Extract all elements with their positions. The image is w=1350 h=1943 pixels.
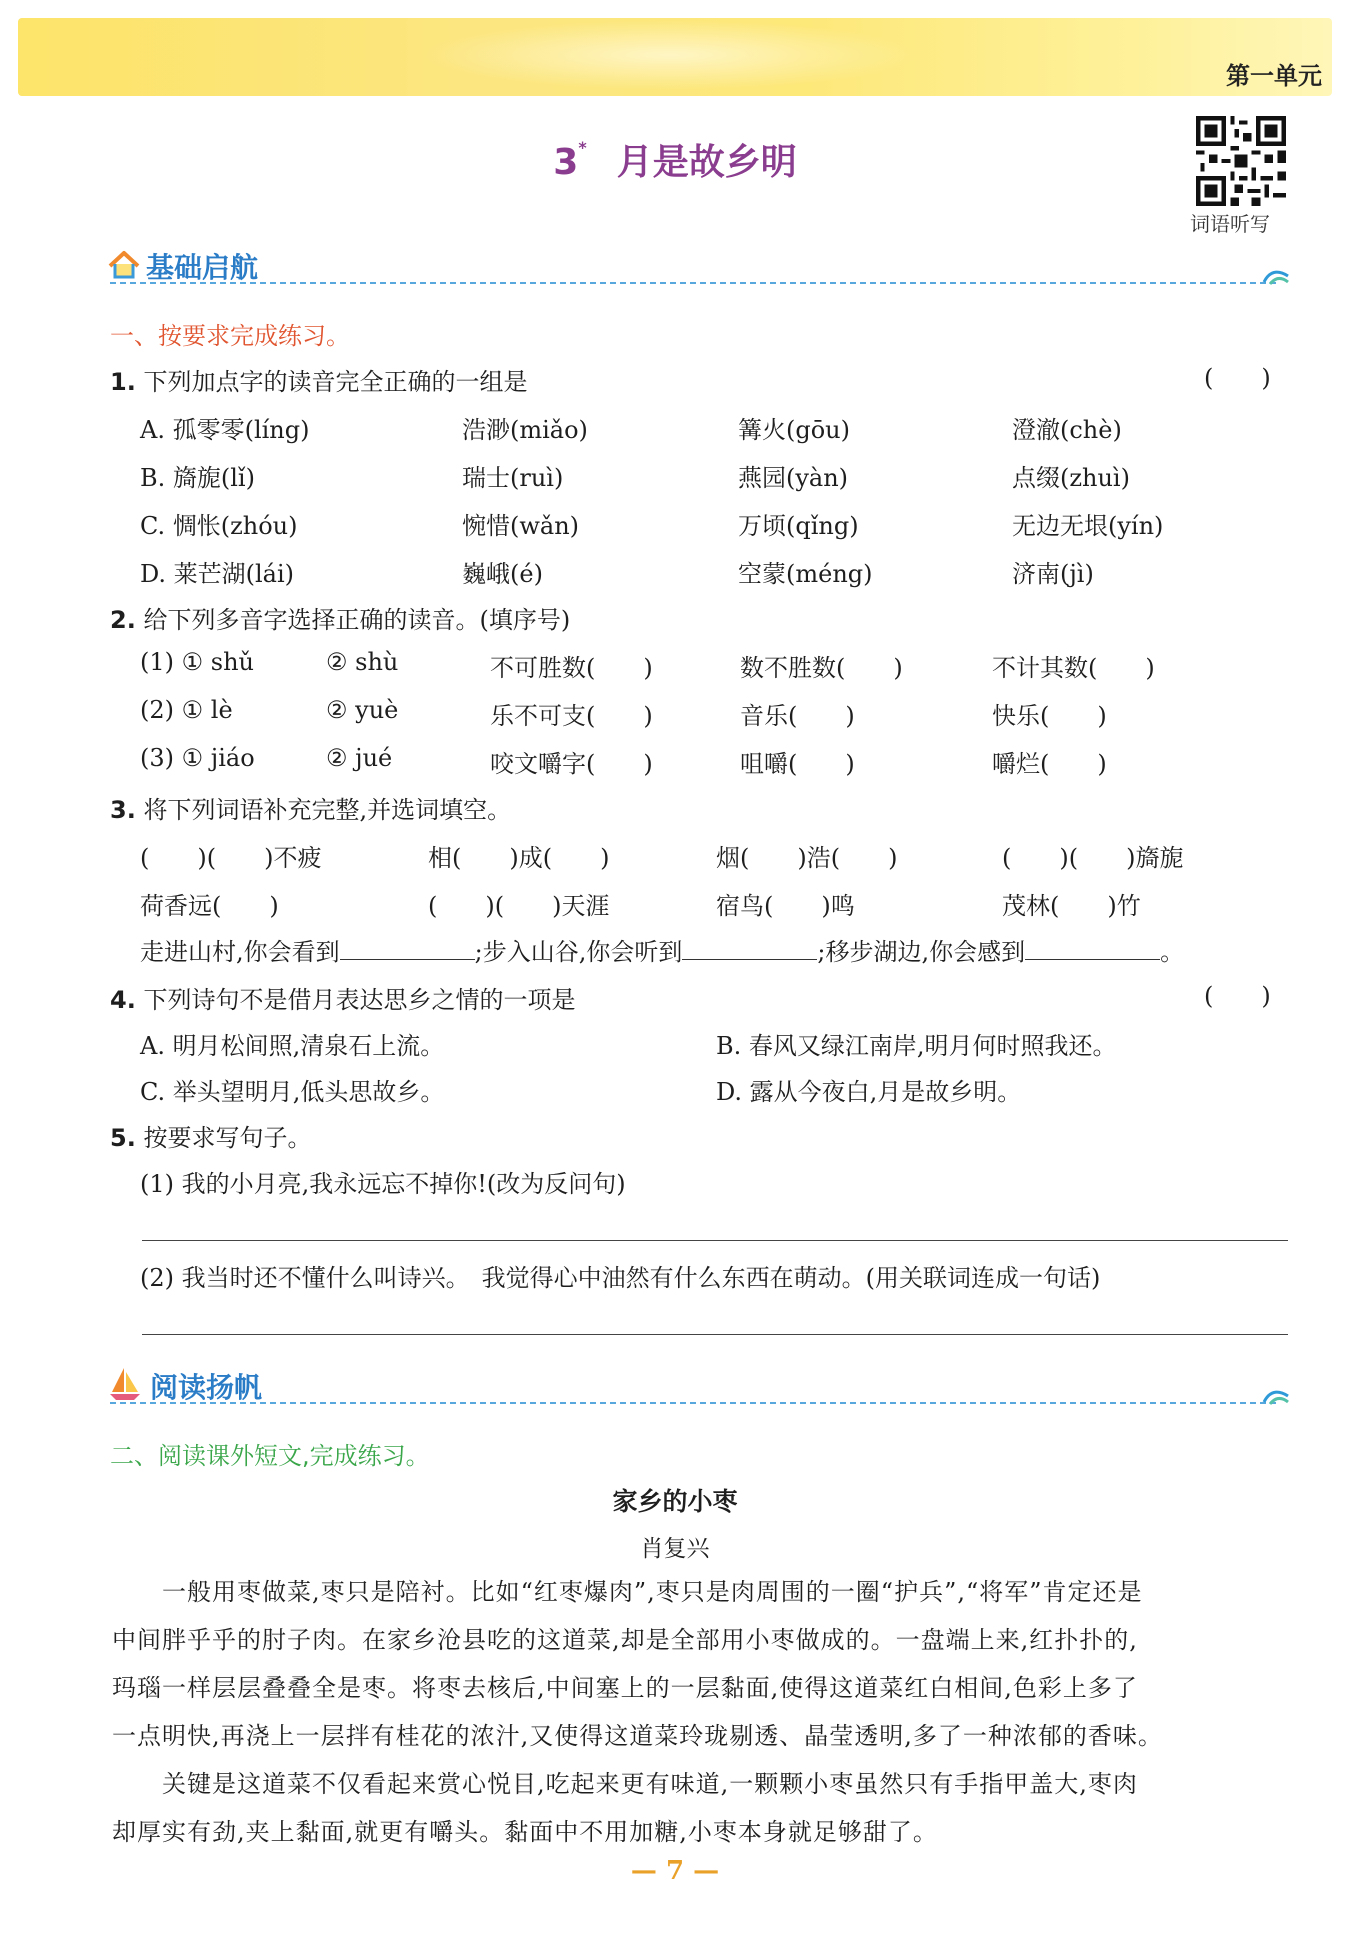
q3-word7[interactable]: 宿鸟( )鸣 bbox=[716, 892, 855, 920]
q2-row3-word1[interactable]: 咬文嚼字( ) bbox=[490, 750, 653, 778]
lesson-title bbox=[0, 134, 1350, 185]
q2-row3-word2[interactable]: 咀嚼( ) bbox=[740, 750, 855, 778]
wave-icon bbox=[1262, 262, 1290, 286]
page-number: — 7 — bbox=[630, 1856, 720, 1886]
q1-option-d1: D. 莱芒湖(lái) bbox=[140, 560, 295, 588]
lesson-number: 3* bbox=[553, 138, 587, 183]
q4-option-d: D. 露从今夜白,月是故乡明。 bbox=[716, 1078, 1022, 1106]
q3-word2[interactable]: 相( )成( ) bbox=[428, 844, 610, 872]
qr-label: 词语听写 bbox=[1190, 212, 1270, 236]
question-5: 5. 按要求写句子。 bbox=[110, 1124, 312, 1152]
q1-option-b2: 瑞士(ruì) bbox=[462, 464, 564, 492]
passage-author: 肖复兴 bbox=[640, 1536, 710, 1562]
section-basic-heading: 基础启航 bbox=[146, 251, 259, 284]
q1-option-c1: C. 惆怅(zhóu) bbox=[140, 512, 298, 540]
q1-option-d4: 济南(jì) bbox=[1012, 560, 1094, 588]
q2-row2-word2[interactable]: 音乐( ) bbox=[740, 702, 855, 730]
q1-option-b1: B. 旖旎(lǐ) bbox=[140, 464, 255, 492]
part2-heading: 二、阅读课外短文,完成练习。 bbox=[110, 1442, 430, 1470]
fill-blank-1[interactable] bbox=[340, 937, 475, 960]
q2-row1-word2[interactable]: 数不胜数( ) bbox=[740, 654, 903, 682]
unit-label: 第一单元 bbox=[1226, 62, 1322, 90]
q2-row2-word3[interactable]: 快乐( ) bbox=[992, 702, 1107, 730]
part1-heading: 一、按要求完成练习。 bbox=[110, 322, 350, 350]
q3-word6[interactable]: ( )( )天涯 bbox=[428, 892, 610, 920]
passage-line: 玛瑙一样层层叠叠全是枣。将枣去核后,中间塞上的一层黏面,使得这道菜红白相间,色彩上多了 bbox=[112, 1674, 1138, 1702]
q3-fill-sentence: 走进山村,你会看到 ;步入山谷,你会听到 ;移步湖边,你会感到 。 bbox=[140, 938, 1185, 966]
answer-paren-q4[interactable]: ( ) bbox=[1204, 982, 1271, 1010]
q3-word5[interactable]: 荷香远( ) bbox=[140, 892, 279, 920]
q1-option-b4: 点缀(zhuì) bbox=[1012, 464, 1130, 492]
passage-line: 中间胖乎乎的肘子肉。在家乡沧县吃的这道菜,却是全部用小枣做成的。一盘端上来,红扑扑的, bbox=[112, 1626, 1138, 1654]
q4-option-a: A. 明月松间照,清泉石上流。 bbox=[140, 1032, 445, 1060]
q2-row3-word3[interactable]: 嚼烂( ) bbox=[992, 750, 1107, 778]
q4-option-b: B. 春风又绿江南岸,明月何时照我还。 bbox=[716, 1032, 1117, 1060]
q2-row1-word3[interactable]: 不计其数( ) bbox=[992, 654, 1155, 682]
answer-line-1[interactable] bbox=[142, 1240, 1288, 1241]
q2-row2-word1[interactable]: 乐不可支( ) bbox=[490, 702, 653, 730]
question-1: 1. 下列加点字的读音完全正确的一组是 bbox=[110, 368, 528, 396]
question-4: 4. 下列诗句不是借月表达思乡之情的一项是 bbox=[110, 986, 576, 1014]
q2-row2-opt1: (2) ① lè bbox=[140, 696, 233, 724]
passage-title: 家乡的小枣 bbox=[612, 1487, 738, 1516]
fill-blank-2[interactable] bbox=[682, 937, 817, 960]
divider bbox=[110, 1402, 1276, 1404]
q1-option-c4: 无边无垠(yín) bbox=[1012, 512, 1164, 540]
q1-option-a2: 浩渺(miǎo) bbox=[462, 416, 588, 444]
q5-sentence-2: (2) 我当时还不懂什么叫诗兴。 我觉得心中油然有什么东西在萌动。(用关联词连成一句话) bbox=[140, 1264, 1101, 1292]
q1-option-c3: 万顷(qǐng) bbox=[738, 512, 859, 540]
wave-icon bbox=[1262, 1382, 1290, 1406]
q1-option-a4: 澄澈(chè) bbox=[1012, 416, 1122, 444]
passage-line: 一点明快,再浇上一层拌有桂花的浓汁,又使得这道菜玲珑剔透、晶莹透明,多了一种浓郁的香味。 bbox=[112, 1722, 1163, 1750]
q2-row1-opt2: ② shù bbox=[326, 648, 399, 676]
passage-line: 一般用枣做菜,枣只是陪衬。比如“红枣爆肉”,枣只是肉周围的一圈“护兵”,“将军”肯定还是 bbox=[112, 1578, 1143, 1606]
q2-row3-opt1: (3) ① jiáo bbox=[140, 744, 255, 772]
fill-blank-3[interactable] bbox=[1025, 937, 1160, 960]
q3-word8[interactable]: 茂林( )竹 bbox=[1002, 892, 1141, 920]
question-3: 3. 将下列词语补充完整,并选词填空。 bbox=[110, 796, 512, 824]
question-2: 2. 给下列多音字选择正确的读音。(填序号) bbox=[110, 606, 571, 634]
q1-option-d2: 巍峨(é) bbox=[462, 560, 543, 588]
passage-line: 却厚实有劲,夹上黏面,就更有嚼头。黏面中不用加糖,小枣本身就足够甜了。 bbox=[112, 1818, 938, 1846]
qr-code-icon[interactable] bbox=[1196, 116, 1286, 206]
q3-word1[interactable]: ( )( )不疲 bbox=[140, 844, 322, 872]
q3-word4[interactable]: ( )( )旖旎 bbox=[1002, 844, 1184, 872]
house-icon bbox=[108, 250, 140, 280]
q2-row3-opt2: ② jué bbox=[326, 744, 393, 772]
q1-option-c2: 惋惜(wǎn) bbox=[462, 512, 580, 540]
answer-line-2[interactable] bbox=[142, 1334, 1288, 1335]
section-reading-heading: 阅读扬帆 bbox=[150, 1371, 263, 1404]
passage-line: 关键是这道菜不仅看起来赏心悦目,吃起来更有味道,一颗颗小枣虽然只有手指甲盖大,枣肉 bbox=[112, 1770, 1138, 1798]
q1-option-a3: 篝火(gōu) bbox=[738, 416, 850, 444]
passage-body bbox=[112, 1568, 1292, 1856]
q2-row2-opt2: ② yuè bbox=[326, 696, 399, 724]
banner-decoration bbox=[420, 20, 920, 90]
lesson-title-text: 月是故乡明 bbox=[616, 142, 797, 183]
q1-option-a1: A. 孤零零(líng) bbox=[140, 416, 310, 444]
q1-option-d3: 空蒙(méng) bbox=[738, 560, 873, 588]
answer-paren-q1[interactable]: ( ) bbox=[1204, 364, 1271, 392]
q3-word3[interactable]: 烟( )浩( ) bbox=[716, 844, 898, 872]
divider bbox=[110, 282, 1276, 284]
q5-sentence-1: (1) 我的小月亮,我永远忘不掉你!(改为反问句) bbox=[140, 1170, 626, 1198]
q1-option-b3: 燕园(yàn) bbox=[738, 464, 849, 492]
q2-row1-word1[interactable]: 不可胜数( ) bbox=[490, 654, 653, 682]
q2-row1-opt1: (1) ① shǔ bbox=[140, 648, 254, 676]
sailboat-icon bbox=[108, 1366, 142, 1402]
q4-option-c: C. 举头望明月,低头思故乡。 bbox=[140, 1078, 445, 1106]
